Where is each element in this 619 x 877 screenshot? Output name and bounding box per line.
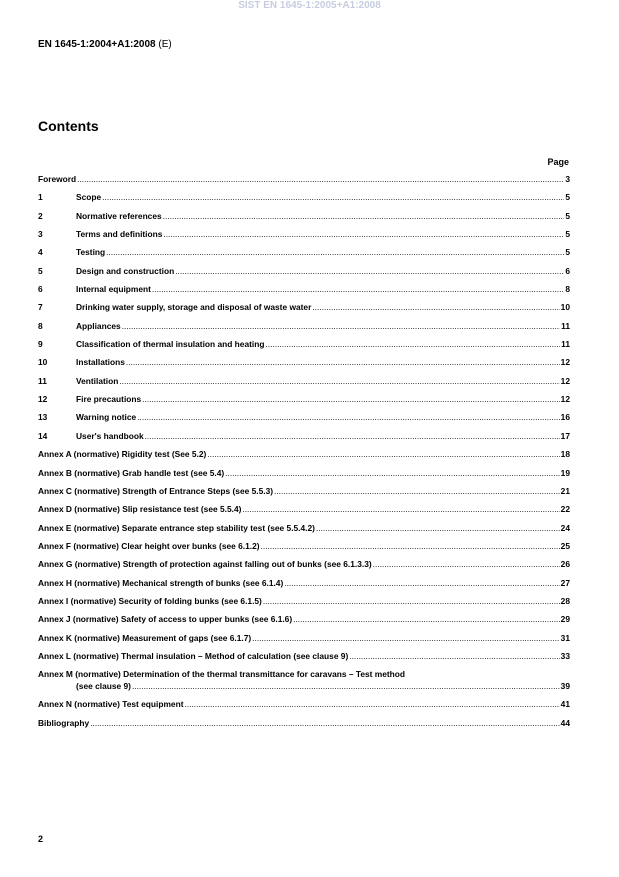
toc-entry-page: 41: [560, 699, 570, 710]
toc-entry-number: 6: [38, 284, 43, 295]
toc-entry[interactable]: [38, 207, 570, 225]
toc-entry-number: 12: [38, 394, 48, 405]
toc-dot-leader: [102, 188, 564, 206]
toc-dot-leader: [119, 372, 559, 390]
toc-entry-page: 17: [560, 430, 570, 441]
toc-entry[interactable]: [38, 574, 570, 592]
toc-entry-number: 7: [38, 302, 43, 313]
toc-entry-page: 6: [565, 265, 570, 276]
toc-entry-page: 33: [560, 650, 570, 661]
toc-entry[interactable]: [38, 537, 570, 555]
toc-dot-leader: [163, 207, 565, 225]
toc-entry[interactable]: [38, 335, 570, 353]
toc-dot-leader: [90, 714, 559, 732]
toc-dot-leader: [293, 610, 560, 628]
toc-entry-number: 13: [38, 412, 48, 423]
toc-entry[interactable]: [38, 243, 570, 261]
toc-entry[interactable]: [38, 714, 570, 732]
toc-dot-leader: [175, 262, 564, 280]
toc-entry-page: 12: [560, 375, 570, 386]
toc-entry-title: Scope: [76, 192, 102, 203]
toc-entry-number: 2: [38, 210, 43, 221]
toc-entry[interactable]: [38, 280, 570, 298]
contents-title: Contents: [38, 118, 99, 134]
toc-entry-page: 5: [565, 210, 570, 221]
toc-entry-title: Annex J (normative) Safety of access to upper bunks (see 6.1.6): [38, 614, 293, 625]
toc-entry-title: Annex I (normative) Security of folding bunks (see 6.1.5): [38, 595, 262, 606]
toc-dot-leader: [122, 317, 560, 335]
toc-entry-page: 18: [560, 449, 570, 460]
toc-entry-title: Bibliography: [38, 717, 90, 728]
toc-entry-page: 24: [560, 522, 570, 533]
toc-entry-page: 25: [560, 540, 570, 551]
toc-entry[interactable]: [38, 372, 570, 390]
toc-entry-title: Annex C (normative) Strength of Entrance Steps (see 5.5.3): [38, 485, 274, 496]
toc-dot-leader: [312, 298, 559, 316]
toc-entry[interactable]: [38, 610, 570, 628]
toc-entry-page: 26: [560, 559, 570, 570]
toc-entry-title: Terms and definitions: [76, 229, 163, 240]
toc-entry-page: 8: [565, 284, 570, 295]
toc-entry[interactable]: [38, 390, 570, 408]
toc-entry-page: 19: [560, 467, 570, 478]
page-number: 2: [38, 834, 44, 844]
toc-entry[interactable]: [38, 298, 570, 316]
toc-entry-page: 21: [560, 485, 570, 496]
toc-entry-page: 10: [560, 302, 570, 313]
toc-entry-title: User's handbook: [76, 430, 144, 441]
toc-entry-title: Annex L (normative) Thermal insulation – Method of calculation (see clause 9): [38, 650, 349, 661]
toc-entry-title: Installations: [76, 357, 125, 368]
toc-entry-title: Annex M (normative) Determination of the thermal transmittance for caravans – Test method: [38, 669, 406, 680]
toc-entry-number: 9: [38, 339, 43, 350]
toc-entry-page: 22: [560, 504, 570, 515]
toc-entry[interactable]: [38, 427, 570, 445]
document-id: [38, 39, 172, 50]
toc-dot-leader: [242, 500, 559, 518]
toc-entry[interactable]: [38, 555, 570, 573]
toc-entry[interactable]: [38, 464, 570, 482]
toc-dot-leader: [284, 574, 559, 592]
toc-entry-number: 8: [38, 320, 43, 331]
toc-entry[interactable]: [38, 317, 570, 335]
toc-dot-leader: [145, 427, 560, 445]
toc-entry[interactable]: [38, 353, 570, 371]
toc-entry[interactable]: [38, 629, 570, 647]
toc-entry-number: 14: [38, 430, 48, 441]
toc-entry-title: Design and construction: [76, 265, 175, 276]
toc-entry-title-cont: (see clause 9): [76, 681, 131, 692]
toc-entry-page: 12: [560, 357, 570, 368]
toc-entry-number: 5: [38, 265, 43, 276]
toc-entry-number: 11: [38, 375, 47, 386]
toc-entry-page: 5: [565, 192, 570, 203]
watermark: SIST EN 1645-1:2005+A1:2008: [238, 0, 381, 11]
toc-entry[interactable]: [38, 500, 570, 518]
toc-entry[interactable]: [38, 695, 570, 713]
document-language: (E): [158, 39, 172, 50]
toc-dot-leader: [349, 647, 559, 665]
toc-entry-title: Drinking water supply, storage and disposal of waste water: [76, 302, 312, 313]
toc-entry-title: Annex E (normative) Separate entrance step stability test (see 5.5.4.2): [38, 522, 315, 533]
toc-entry-title: Annex F (normative) Clear height over bunks (see 6.1.2): [38, 540, 260, 551]
toc-dot-leader: [106, 243, 564, 261]
toc-entry-title: Annex K (normative) Measurement of gaps (see 6.1.7): [38, 632, 252, 643]
toc-entry-page: 12: [560, 394, 570, 405]
toc-entry-title: Normative references: [76, 210, 162, 221]
document-id-text: EN 1645-1:2004+A1:2008: [38, 39, 156, 50]
toc-entry[interactable]: [38, 225, 570, 243]
toc-dot-leader: [152, 280, 564, 298]
toc-entry-page: 5: [565, 229, 570, 240]
toc-dot-leader: [261, 537, 560, 555]
toc-dot-leader: [316, 519, 560, 537]
toc-entry-title: Internal equipment: [76, 284, 151, 295]
toc-entry-page: 11: [561, 339, 570, 350]
toc-entry-title: Ventilation: [76, 375, 119, 386]
toc-entry-title: Annex D (normative) Slip resistance test (see 5.5.4): [38, 504, 242, 515]
toc-entry-number: 1: [38, 192, 43, 203]
toc-entry-title: Annex G (normative) Strength of protection against falling out of bunks (see 6.1.3.3): [38, 559, 372, 570]
toc-dot-leader: [77, 170, 564, 188]
toc-entry-title: Warning notice: [76, 412, 137, 423]
toc-entry-title: Foreword: [38, 174, 77, 184]
toc-entry-title: Appliances: [76, 320, 121, 331]
toc-entry-title: Annex H (normative) Mechanical strength of bunks (see 6.1.4): [38, 577, 284, 588]
toc-entry[interactable]: [38, 592, 570, 610]
toc-entry[interactable]: [38, 408, 570, 426]
toc-dot-leader: [126, 353, 560, 371]
toc-dot-leader: [185, 695, 560, 713]
toc-dot-leader: [132, 680, 560, 692]
toc-dot-leader: [252, 629, 560, 647]
toc-dot-leader: [207, 445, 559, 463]
toc-entry-number: 3: [38, 229, 43, 240]
page-column-label: Page: [547, 157, 569, 167]
toc-entry-page: 39: [560, 681, 570, 692]
toc-entry-page: 3: [565, 174, 570, 184]
toc-entry-number: 10: [38, 357, 48, 368]
toc-entry[interactable]: [38, 188, 570, 206]
toc-entry[interactable]: [38, 445, 570, 463]
toc-entry-page: 27: [560, 577, 570, 588]
toc-entry-page: 5: [565, 247, 570, 258]
toc-entry-page: 31: [560, 632, 570, 643]
toc-entry[interactable]: [38, 665, 570, 695]
toc-dot-leader: [265, 335, 560, 353]
toc-entry-title: Testing: [76, 247, 106, 258]
toc-entry-page: 28: [560, 595, 570, 606]
toc-entry-page: 44: [560, 717, 570, 728]
toc-dot-leader: [263, 592, 560, 610]
toc-dot-leader: [163, 225, 564, 243]
toc-entry-title: Classification of thermal insulation and heating: [76, 339, 265, 350]
toc-entry-number: 4: [38, 247, 43, 258]
toc-entry-page: 11: [561, 320, 570, 331]
toc-dot-leader: [137, 408, 559, 426]
toc-entry-title: Annex N (normative) Test equipment: [38, 699, 184, 710]
toc-entry-title: Annex B (normative) Grab handle test (see 5.4): [38, 467, 225, 478]
toc-entry-title: Fire precautions: [76, 394, 142, 405]
toc-entry-page: 29: [560, 614, 570, 625]
toc-entry-page: 16: [560, 412, 570, 423]
toc-entry[interactable]: [38, 170, 570, 188]
toc-entry-title: Annex A (normative) Rigidity test (See 5.2): [38, 449, 207, 460]
toc-dot-leader: [142, 390, 560, 408]
toc-dot-leader: [225, 464, 560, 482]
toc-dot-leader: [373, 555, 560, 573]
toc-entry[interactable]: [38, 262, 570, 280]
toc-dot-leader: [274, 482, 560, 500]
toc-entry[interactable]: [38, 647, 570, 665]
toc-entry-continuation: [38, 680, 570, 692]
table-of-contents: [38, 170, 570, 732]
toc-entry[interactable]: [38, 519, 570, 537]
toc-entry[interactable]: [38, 482, 570, 500]
